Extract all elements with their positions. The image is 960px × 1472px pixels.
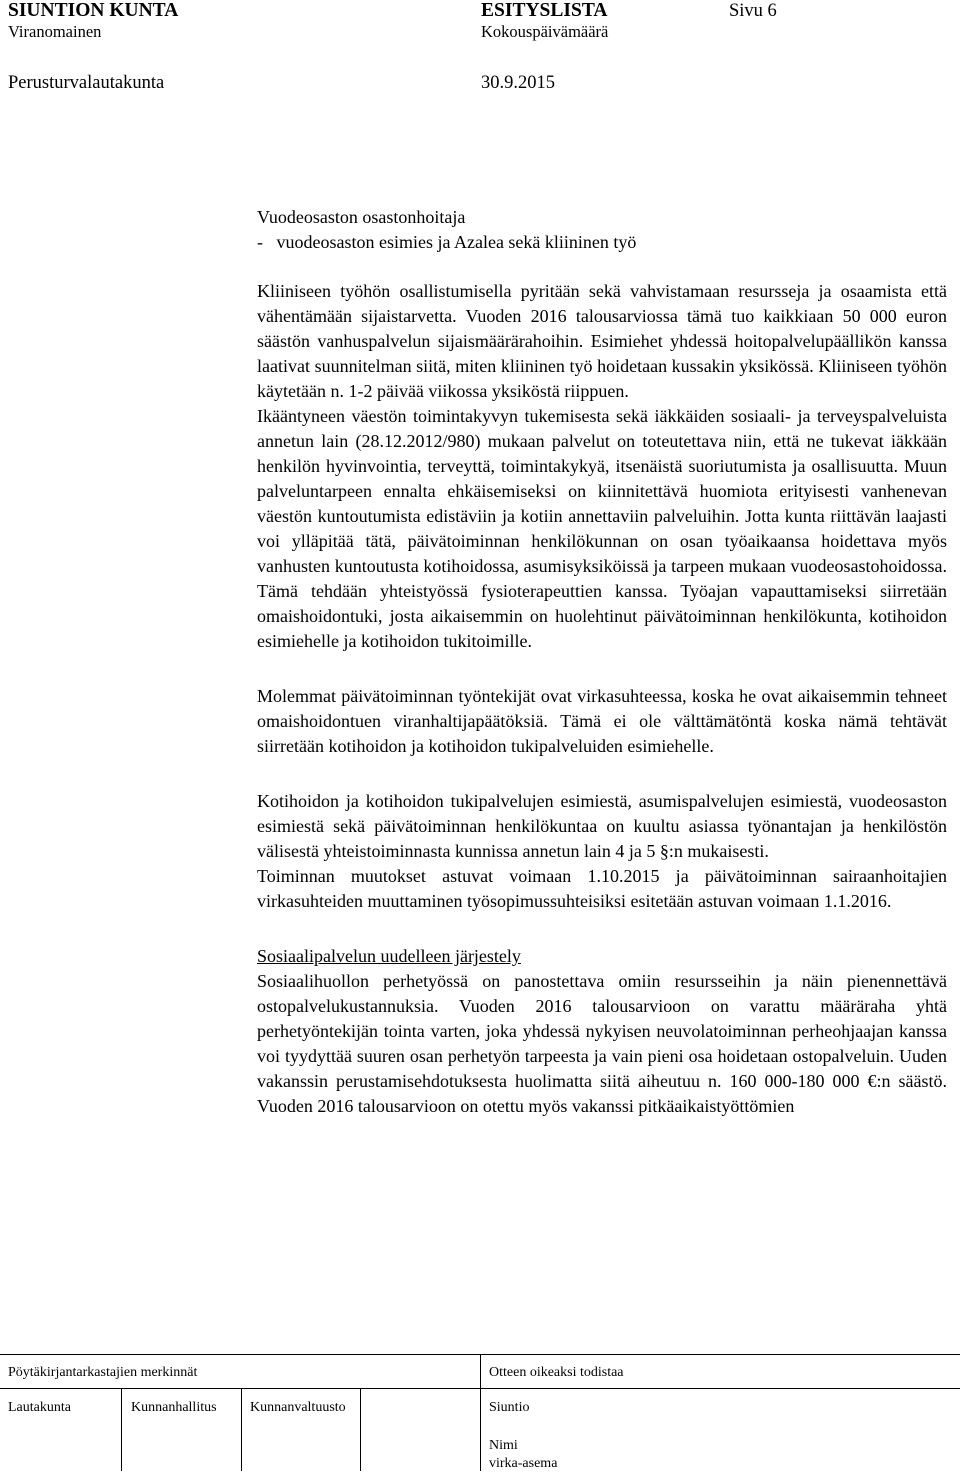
council-label: Kunnanvaltuusto [250,1400,346,1415]
footer-divider-2 [241,1388,242,1471]
paragraph-social-services: Sosiaalihuollon perhetyössä on panostettava omiin resursseihin ja näin pienennettävä ostopalvelukustannuksia. Vuoden 2016 talousarvioon on varattu määräraha yhtä perhetyöntekijän tointa varten, joka yhdessä nykyisen neuvolatoiminnan perheohjaajan kanssa voi tyydyttää suuren osan perhetyön tarpeesta ja vain pieni osa hoidetaan ostopalveluin. Uuden vakanssin perustamisehdotuksesta huolimatta siitä aiheutuu n. 160 000-180 000 €:n säästö. Vuoden 2016 talousarvioon on otettu myös vakanssi pitkäaikaistyöttömien [257,971,947,1116]
footer-center-divider [480,1354,481,1471]
footer-signature-table [0,1354,960,1471]
municipality-name: SIUNTION KUNTA [8,0,179,21]
true-copy-label: Otteen oikeaksi todistaa [489,1365,624,1380]
place-label: Siuntio [489,1400,530,1415]
meeting-date: 30.9.2015 [481,73,555,93]
section-heading: Sosiaalipalvelun uudelleen järjestely [257,946,521,966]
minutes-checkers-label: Pöytäkirjantarkastajien merkinnät [8,1365,198,1380]
footer-divider-3 [360,1388,361,1471]
paragraph-clinical-work: Kliiniseen työhön osallistumisella pyritään sekä vahvistamaan resursseja ja osaamista että vähentämään sijaistarvetta. Vuoden 2016 talousarviossa tämä tuo kaikkiaan 50 000 euron säästön vanhuspalvelun sijaismäärärahoihin. Esimiehet yhdessä hoitopalvelupäällikön kanssa laativat suunnitelman siitä, miten kliininen työ hoidetaan kussakin yksikössä. Kliiniseen työhön käytetään n. 1-2 päivää viikossa yksiköstä riippuen. [257,281,947,401]
authority-label: Viranomainen [8,22,102,41]
paragraph-day-activity-staff: Molemmat päivätoiminnan työntekijät ovat virkasuhteessa, koska he ovat aikaisemmin tehneet omaishoidontuen viranhaltijapäätöksiä. Tämä ei ole välttämätöntä koska nämä tehtävät siirretään kotihoidon ja kotihoidon tukipalveluiden esimiehelle. [257,686,947,756]
role-duty: - vuodeosaston esimies ja Azalea sekä kliininen työ [257,232,637,252]
document-body [257,205,947,1119]
municipal-board-label: Kunnanhallitus [131,1400,217,1415]
board-label: Lautakunta [8,1400,71,1415]
name-label: Nimi [489,1438,518,1453]
paragraph-consultation: Kotihoidon ja kotihoidon tukipalvelujen esimiestä, asumispalvelujen esimiestä, vuodeosaston esimiestä sekä päivätoiminnan henkilökuntaa on kuultu asiassa työnantajan ja henkilöstön välisestä yhteistoiminnasta kunnissa annetun lain 4 ja 5 §:n mukaisesti. [257,791,947,861]
title-label: virka-asema [489,1456,558,1471]
authority-name: Perusturvalautakunta [8,73,165,93]
page-number: Sivu 6 [729,1,777,21]
paragraph-effective-dates: Toiminnan muutokset astuvat voimaan 1.10.2015 ja päivätoiminnan sairaanhoitajien virkasuhteiden muuttaminen työsopimussuhteisiksi esitetään astuvan voimaan 1.1.2016. [257,866,947,911]
paragraph-elderly-law: Ikääntyneen väestön toimintakyvyn tukemisesta sekä iäkkäiden sosiaali- ja terveyspalveluista annetun lain (28.12.2012/980) mukaan palvelut on toteutettava niin, että ne tukevat iäkkään henkilön hyvinvointia, terveyttä, toimintakykyä, itsenäistä suoriutumista ja osallisuutta. Muun palveluntarpeen ennalta ehkäisemiseksi on kiinnitettävä huomiota erityisesti vanhenevan väestön kuntoutumista edistäviin ja kotiin annettaviin palveluihin. Jotta kunta riittävän laajasti voi ylläpitää tätä, päivätoiminnan henkilökunnan on osan työaikaansa hoidettava myös vanhusten kuntoutusta kotihoidossa, asumisyksiköissä ja tarpeen mukaan vuodeosastohoidossa. Tämä tehdään yhteistyössä fysioterapeuttien kanssa. Työajan vapauttamiseksi siirretään omaishoidontuki, josta aikaisemmin on huolehtinut päivätoiminnan henkilökunta, kotihoidon esimiehelle ja kotihoidon tukitoimille. [257,406,947,651]
footer-divider-1 [121,1388,122,1471]
meeting-date-label: Kokouspäivämäärä [481,22,609,41]
document-type: ESITYSLISTA [481,0,608,21]
role-title: Vuodeosaston osastonhoitaja [257,207,466,227]
